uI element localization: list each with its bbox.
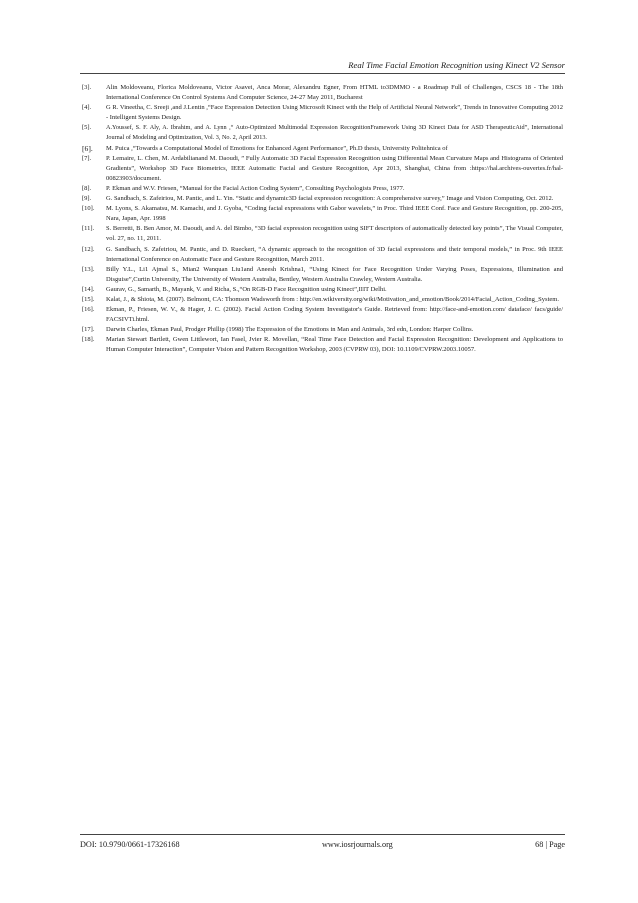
footer-rule <box>80 834 565 835</box>
reference-entry <box>82 184 563 194</box>
reference-entry <box>82 103 563 123</box>
footer-website: www.iosrjournals.org <box>322 840 393 849</box>
reference-entry <box>82 83 563 103</box>
reference-entry <box>82 194 563 204</box>
reference-text: Billy Y.L., Li1 Ajmal S., Mian2 Wanquan Liu1and Aneesh Krishna1, “Using Kinect for Face Recognition Under Varying Poses, Expressions, Illumination and Disguise”,Curtin University, The University of Western Australia, Bentley, Western Australia Crawley, Western Australia. <box>106 265 563 283</box>
running-header: Real Time Facial Emotion Recognition using Kinect V2 Sensor <box>348 60 565 70</box>
reference-entry <box>82 335 563 355</box>
reference-entry <box>82 265 563 285</box>
reference-number: [6]. <box>82 143 93 153</box>
reference-entry <box>82 325 563 335</box>
reference-text: G. Sandbach, S. Zafeiriou, M. Pantic, and L. Yin. “Static and dynamic3D facial expression recognition: A comprehensive survey,” Image and Vision Computing, Oct. 2012. <box>106 195 554 203</box>
reference-text: Darwin Charles, Ekman Paul, Prodger Phillip (1998) The Expression of the Emotions in Man and Animals, 3rd edn, London: Harper Collins. <box>106 326 474 334</box>
reference-number: [18]. <box>82 336 95 344</box>
reference-number: [16]. <box>82 306 95 314</box>
page-footer <box>80 840 565 849</box>
reference-entry <box>82 245 563 265</box>
reference-number: [8]. <box>82 184 92 192</box>
reference-text: G. Sandbach, S. Zafeiriou, M. Pantic, and D. Rueckert, “A dynamic approach to the recognition of 3D facial expressions and their temporal models,” in Proc. 9th IEEE International Conference on Automatic Face and Gesture Recognition, March 2011. <box>106 245 563 263</box>
reference-number: [12]. <box>82 245 95 253</box>
reference-list <box>82 83 563 356</box>
reference-number: [15]. <box>82 295 95 303</box>
reference-text: S. Berretti, B. Ben Amor, M. Daoudi, and A. del Bimbo, “3D facial expression recognition using SIFT descriptors of automatically detected key points”, The Visual Computer, vol. 27, no. 11, 2011. <box>106 225 563 243</box>
reference-text: Kalat, J., & Shiota, M. (2007). Belmont, CA: Thomson Wadsworth from : http://en.wikiversity.org/wiki/Motivation_and_emotion/Book/2014/Facial_Action_Coding_System. <box>106 295 559 303</box>
footer-page-number: 68 | Page <box>535 840 565 849</box>
reference-number: [4]. <box>82 104 92 112</box>
footer-doi: DOI: 10.9790/0661-17326168 <box>80 840 180 849</box>
reference-text: M. Puica ,“Towards a Computational Model of Emotions for Enhanced Agent Performance”, Ph.D thesis, University Politehnica of <box>106 144 448 152</box>
reference-text: Alin Moldoveanu, Florica Moldoveanu, Victor Asavei, Anca Morar, Alexandru Egner, From HTML to3DMMO - a Roadmap Full of Challenges, CSCS 18 - The 18th International Conference On Control Systems And Computer Science, 24-27 May 2011, Bucharest <box>106 84 563 102</box>
reference-number: [14]. <box>82 285 95 293</box>
reference-text: Marian Stewart Bartlett, Gwen Littlewort, Ian Fasel, Jvier R. Movellan, “Real Time Face Detection and Facial Expression Recognition: Development and Applications to Human Computer Interaction”, Computer Vision and Pattern Recognition Workshop, 2003 (CVPRW 03), DOI: 10.1109/CVPRW.2003.10057. <box>106 336 563 354</box>
reference-number: [7]. <box>82 154 92 162</box>
reference-number: [11]. <box>82 225 95 233</box>
reference-text: P. Lemaire, L. Chen, M. Ardabilianand M. Daoudi, ” Fully Automatic 3D Facial Expression Recognition using Differential Mean Curvature Maps and Histograms of Oriented Gradients”, Workshop 3D Face Biometrics, IEEE Automatic Facial and Gesture Recognition, Apr 2013, Shanghai, China from :https://hal.archives-ouvertes.fr/hal-00823903/document. <box>106 154 563 182</box>
reference-entry <box>82 154 563 184</box>
reference-entry <box>82 305 563 325</box>
reference-text: P. Ekman and W.V. Friesen, “Manual for the Facial Action Coding System”, Consulting Psychologists Press, 1977. <box>106 184 405 192</box>
reference-number: [13]. <box>82 265 95 273</box>
reference-text: A.Youssef, S. F. Aly, A. Ibrahim, and A. Lynn ,“ Auto-Optimized Multimodal Expression RecognitionFramework Using 3D Kinect Data for ASD TherapeuticAid”, International Journal of Modeling and Optimization, Vol. 3, No. 2, April 2013. <box>106 124 563 142</box>
reference-entry <box>82 144 563 154</box>
reference-number: [5]. <box>82 124 92 132</box>
reference-entry <box>82 285 563 295</box>
reference-text: Gaurav, G., Samarth, B., Mayank, V. and Richa, S.,“On RGB-D Face Recognition using Kinect”,IIIT Delhi. <box>106 285 387 293</box>
reference-text: G R. Vineetha, C. Sreeji ,and J.Lentin ,“Face Expression Detection Using Microsoft Kinect with the Help of Artificial Neural Network”, Trends in Innovative Computing 2012 - Intelligent Systems Design. <box>106 104 563 122</box>
reference-entry <box>82 295 563 305</box>
reference-text: Ekman, P., Friesen, W. V., & Hager, J. C. (2002). Facial Action Coding System Investigator's Guide. Retrieved from: http://face-and-emotion.com/ dataface/ facs/guide/ FACSIVTi.html. <box>106 306 563 324</box>
reference-number: [17]. <box>82 326 95 334</box>
reference-entry <box>82 123 563 143</box>
reference-entry <box>82 204 563 224</box>
reference-number: [9]. <box>82 195 92 203</box>
reference-number: [10]. <box>82 205 95 213</box>
header-rule <box>80 73 565 74</box>
reference-entry <box>82 224 563 244</box>
reference-number: [3]. <box>82 84 92 91</box>
reference-text: M. Lyons, S. Akamatsu, M. Kamachi, and J. Gyoba, “Coding facial expressions with Gabor wavelets,” in Proc. Third IEEE Conf. Face and Gesture Recognition, pp. 200-205, Nara, Japan, Apr. 1998 <box>106 205 563 223</box>
